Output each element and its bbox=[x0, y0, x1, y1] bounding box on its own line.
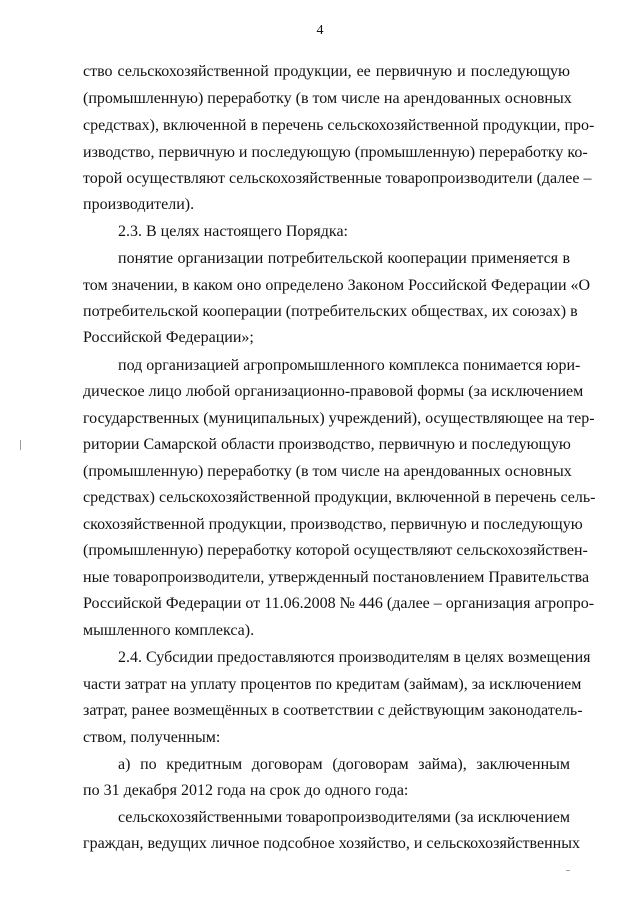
text-line: государственных (муниципальных) учреждений), осуществляющее на тер- bbox=[83, 410, 595, 427]
text-line: сельскохозяйственными товаропроизводителями (за исключением bbox=[118, 809, 570, 826]
text-line: средствах), включенной в перечень сельскохозяйственной продукции, про- bbox=[83, 117, 595, 134]
text-line: (промышленную) переработку которой осуществляют сельскохозяйствен- bbox=[83, 542, 588, 559]
text-line: изводство, первичную и последующую (промышленную) переработку ко- bbox=[83, 144, 588, 161]
text-line: под организацией агропромышленного комплекса понимается юри- bbox=[118, 357, 581, 374]
text-line: средствах) сельскохозяйственной продукции, включенной в перечень сель- bbox=[83, 489, 596, 506]
text-line: торой осуществляют сельскохозяйственные товаропроизводители (далее – bbox=[83, 170, 592, 187]
text-line: Российской Федерации от 11.06.2008 № 446 (далее – организация агропро- bbox=[83, 595, 595, 612]
text-line: понятие организации потребительской кооперации применяется в bbox=[118, 250, 570, 267]
text-line: ство сельскохозяйственной продукции, ее первичную и последующую bbox=[83, 63, 570, 80]
text-line: части затрат на уплату процентов по кредитам (займам), за исключением bbox=[83, 676, 582, 693]
text-line: потребительской кооперации (потребительских обществах, их союзах) в bbox=[83, 303, 578, 320]
text-line: (промышленную) переработку (в том числе на арендованных основных bbox=[83, 90, 572, 107]
text-line: том значении, в каком оно определено Законом Российской Федерации «О bbox=[83, 277, 591, 294]
text-line: Российской Федерации»; bbox=[83, 329, 254, 346]
text-line: мышленного комплекса). bbox=[83, 622, 255, 639]
text-line: дическое лицо любой организационно-правовой формы (за исключением bbox=[83, 383, 584, 400]
text-line: ством, полученным: bbox=[83, 729, 221, 746]
text-line: производители). bbox=[83, 196, 195, 213]
text-line: (промышленную) переработку (в том числе на арендованных основных bbox=[83, 463, 572, 480]
text-line: а) по кредитным договорам (договорам займа), заключенным bbox=[118, 756, 570, 773]
section-heading: 2.3. В целях настоящего Порядка: bbox=[118, 223, 348, 240]
text-line: по 31 декабря 2012 года на срок до одного года: bbox=[83, 782, 409, 799]
text-line: 2.4. Субсидии предоставляются производителям в целях возмещения bbox=[118, 649, 591, 666]
text-line: ритории Самарской области производство, первичную и последующую bbox=[83, 436, 571, 453]
page-number: 4 bbox=[316, 23, 324, 38]
text-line: затрат, ранее возмещённых в соответствии с действующим законодатель- bbox=[83, 702, 583, 719]
scan-artifact bbox=[20, 440, 21, 450]
text-line: скохозяйственной продукции, производство, первичную и последующую bbox=[83, 516, 583, 533]
text-line: граждан, ведущих личное подсобное хозяйство, и сельскохозяйственных bbox=[83, 835, 580, 852]
scan-artifact bbox=[566, 870, 570, 871]
text-line: ные товаропроизводители, утвержденный постановлением Правительства bbox=[83, 569, 590, 586]
